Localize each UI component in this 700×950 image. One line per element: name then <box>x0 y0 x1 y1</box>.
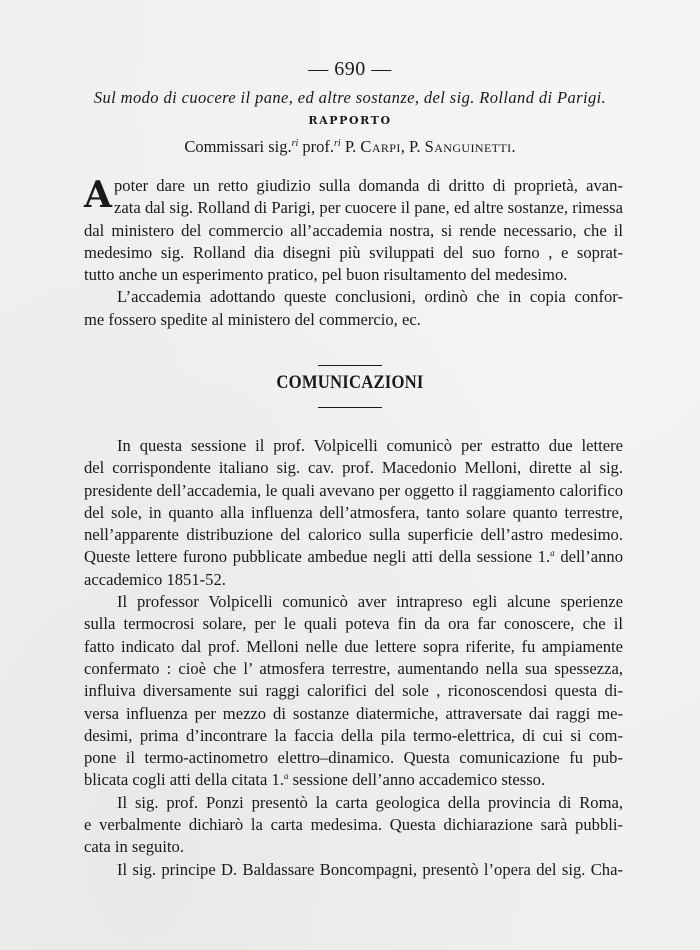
conclusion-line: L’accademia adottando queste conclusioni, ordinò che in copia confor- <box>117 287 623 307</box>
section-rule-top <box>318 365 382 366</box>
paragraph-line: desimi, prima d’incontrare la faccia della pila termo-elettrica, di cui si com- <box>84 725 623 745</box>
article-title: Sul modo di cuocere il pane, ed altre sostanze, del sig. Rolland di Parigi. <box>93 88 607 107</box>
commissioners-middle: prof. <box>298 137 335 156</box>
commissioners-names-lead: P. <box>340 137 361 156</box>
commissioners-line <box>0 137 700 157</box>
report-paragraph <box>84 175 623 331</box>
line-text: dell’anno <box>554 547 623 567</box>
paragraph-line: Il professor Volpicelli comunicò aver intrapreso egli alcune sperienze <box>117 592 623 612</box>
paragraph-line: del corrispondente italiano sig. cav. prof. Macedonio Melloni, dirette al sig. <box>84 458 623 478</box>
communications-body <box>84 435 623 881</box>
ordinal-superscript: a <box>283 771 289 782</box>
paragraph-line: Il sig. prof. Ponzi presentò la carta geologica della provincia di Roma, <box>117 792 623 812</box>
line-text: blicata cogli atti della citata 1. <box>84 770 284 790</box>
report-line: poter dare un retto giudizio sulla domanda di dritto di proprietà, avan- <box>114 176 623 195</box>
paragraph-line: cata in seguito. <box>84 837 184 857</box>
section-rule-bottom <box>318 407 382 408</box>
paragraph-line: fatto indicato dal prof. Melloni nelle due lettere sopra riferite, fu ampiamente <box>84 636 623 656</box>
commissioners-end: . <box>511 137 516 156</box>
paragraph-line: influiva diversamente sui raggi calorifici del sole , riconoscendosi questa di- <box>84 681 623 701</box>
line-text: Queste lettere furono pubblicate ambedue negli atti della sessione 1. <box>84 547 551 567</box>
paragraph-line: del sole, in quanto alla influenza dell’atmosfera, tanto solare quanto terrestre, <box>84 502 623 522</box>
paragraph-line: confermato : cioè che l’ atmosfera terrestre, aumentando nella sua spessezza, <box>84 658 623 678</box>
paragraph-line: versa influenza per mezzo di sostanze diatermiche, attraversate dai raggi me- <box>84 703 623 723</box>
line-text: sessione dell’anno accademico stesso. <box>288 770 546 790</box>
commissioners-sup-1: ri <box>291 138 299 149</box>
drop-cap: A <box>84 174 112 216</box>
paragraph-line: presidente dell’accademia, le quali avevano per oggetto il raggiamento calorifico <box>84 480 623 500</box>
ordinal-superscript: a <box>550 548 555 559</box>
paragraph-line <box>84 546 623 568</box>
commissioners-separator: , P. <box>400 137 425 156</box>
commissioners-sup-2: ri <box>334 138 341 149</box>
report-line: medesimo sig. Rolland dia disegni più sviluppati del suo forno , e soprat- <box>84 242 623 262</box>
section-heading: COMUNICAZIONI <box>276 372 424 393</box>
report-line: zata dal sig. Rolland di Parigi, per cuocere il pane, ed altre sostanze, rimessa <box>114 198 623 218</box>
paragraph-line: In questa sessione il prof. Volpicelli comunicò per estratto due lettere <box>117 436 623 455</box>
paragraph-line: pone il termo-actinometro elettro–dinamico. Questa comunicazione fu pub- <box>84 748 623 768</box>
paragraph-line: Il sig. principe D. Baldassare Boncompagni, presentò l’opera del sig. Cha- <box>117 859 623 879</box>
conclusion-line: me fossero spedite al ministero del commercio, ec. <box>84 309 421 329</box>
paragraph-line: sulla termocrosi solare, per le quali poteva fin da ora far conoscere, che il <box>84 614 623 634</box>
paragraph-line <box>84 769 623 791</box>
commissioner-name-sanguinetti: Sanguinetti <box>424 137 512 156</box>
commissioners-prefix: Commissari sig. <box>184 137 292 156</box>
page-number: — 690 — <box>308 58 392 80</box>
report-heading: RAPPORTO <box>308 114 392 127</box>
paragraph-line: accademico 1851-52. <box>84 569 226 589</box>
report-line: dal ministero del commercio all’accademia nostra, si rende necessario, che il <box>84 220 623 240</box>
report-line: tutto anche un esperimento pratico, pel buon risultamento del medesimo. <box>84 265 568 285</box>
paragraph-line: e verbalmente dichiarò la carta medesima. Questa dichiarazione sarà pubbli- <box>84 815 623 835</box>
commissioner-name-carpi: Carpi <box>360 137 401 156</box>
paragraph-line: nell’apparente distribuzione del calorico sulla superficie dell’astro medesimo. <box>84 525 623 545</box>
